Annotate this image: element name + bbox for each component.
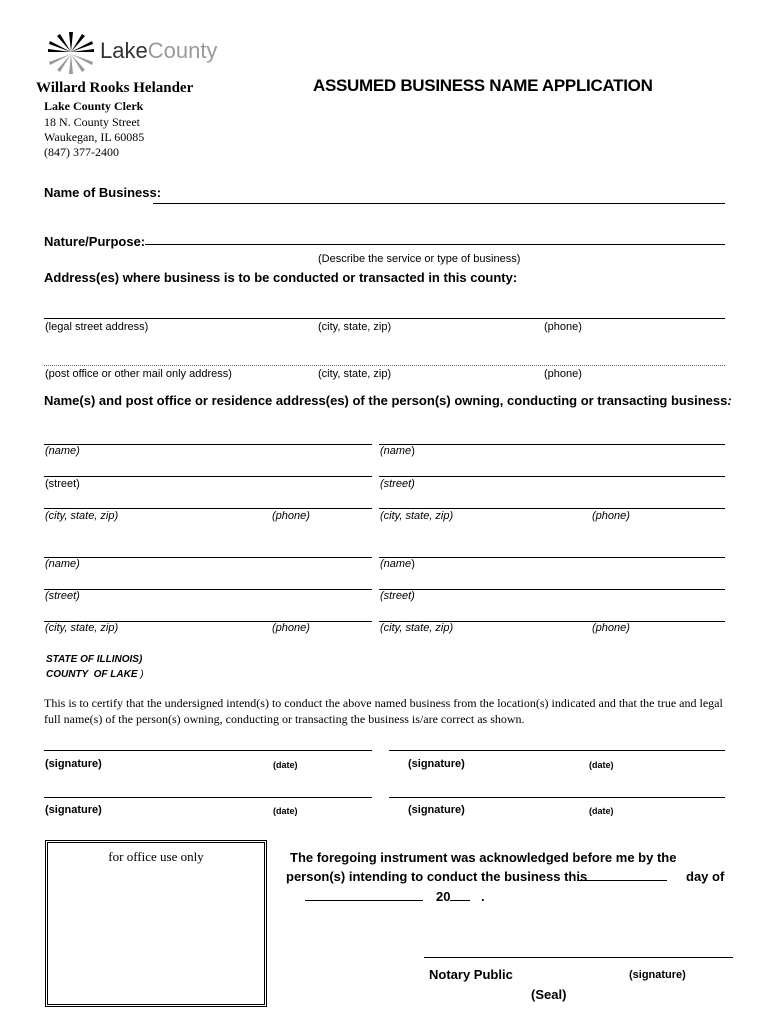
owner4-name-paren: ) (411, 558, 415, 570)
clerk-name: Willard Rooks Helander (36, 80, 194, 96)
starburst-logo-icon (46, 28, 96, 76)
owner1-city-line[interactable] (44, 508, 372, 509)
form-title: ASSUMED BUSINESS NAME APPLICATION (313, 76, 653, 95)
owner4-city-caption: (city, state, zip) (380, 622, 454, 634)
owner3-street-line[interactable] (44, 589, 372, 590)
address2-city-caption: (city, state, zip) (318, 368, 392, 380)
owner2-phone-caption: (phone) (592, 510, 630, 522)
nature-line[interactable] (145, 244, 725, 245)
business-name-label: Name of Business: (44, 185, 162, 200)
owner4-phone-caption: (phone) (592, 622, 630, 634)
po-address-line[interactable] (44, 365, 725, 366)
notary-signature-line[interactable] (424, 957, 733, 958)
signature4-line[interactable] (389, 797, 725, 798)
owner1-street-caption: (street) (45, 478, 80, 490)
notary-year: 20 (436, 889, 451, 904)
notary-seal-label: (Seal) (531, 987, 567, 1002)
signature3-line[interactable] (44, 797, 372, 798)
state-label: STATE OF ILLINOIS) (46, 654, 143, 665)
owner4-name-caption (380, 558, 415, 570)
owner4-street-line[interactable] (379, 589, 725, 590)
legal-street-caption: (legal street address) (45, 321, 149, 333)
notary-day-line[interactable] (577, 880, 667, 881)
owner1-street-line[interactable] (44, 476, 372, 477)
notary-year-line[interactable] (450, 900, 470, 901)
nature-hint: (Describe the service or type of business) (318, 253, 521, 265)
date1-caption: (date) (273, 760, 298, 770)
owner2-name-caption (380, 445, 415, 457)
owner2-city-line[interactable] (379, 508, 725, 509)
owners-heading-colon: : (727, 393, 732, 408)
owner4-street-caption: (street) (380, 590, 415, 602)
po-address-caption: (post office or other mail only address) (45, 368, 232, 380)
signature1-line[interactable] (44, 750, 372, 751)
owner2-name-line[interactable] (379, 444, 725, 445)
notary-public-label: Notary Public (429, 967, 513, 982)
owner2-street-line[interactable] (379, 476, 725, 477)
date3-caption: (date) (273, 806, 298, 816)
address2-phone-caption: (phone) (544, 368, 582, 380)
address1-city-caption: (city, state, zip) (318, 321, 392, 333)
owner1-name-line[interactable] (44, 444, 372, 445)
notary-line2: person(s) intending to conduct the business this (286, 869, 588, 884)
owner2-city-caption: (city, state, zip) (380, 510, 454, 522)
logo-text-lake: Lake (100, 38, 148, 63)
office-use-box (45, 840, 267, 1007)
owner2-street-caption: (street) (380, 478, 415, 490)
signature3-caption: (signature) (45, 804, 102, 816)
address-heading: Address(es) where business is to be conducted or transacted in this county: (44, 270, 518, 285)
owner2-name-paren: ) (411, 445, 415, 457)
county-label-paren: ) (140, 669, 144, 680)
notary-day-of: day of (686, 869, 725, 884)
owner1-city-caption: (city, state, zip) (45, 510, 119, 522)
lake-county-logo (46, 28, 216, 76)
owner3-phone-caption: (phone) (272, 622, 310, 634)
signature4-caption: (signature) (408, 804, 465, 816)
notary-month-line[interactable] (305, 900, 423, 901)
owner1-name-caption: (name) (45, 445, 80, 457)
signature2-caption: (signature) (408, 758, 465, 770)
signature1-caption: (signature) (45, 758, 102, 770)
address1-phone-caption: (phone) (544, 321, 582, 333)
notary-signature-caption: (signature) (629, 969, 686, 981)
notary-period: . (481, 889, 485, 904)
owners-heading (44, 393, 732, 408)
date4-caption: (date) (589, 806, 614, 816)
signature2-line[interactable] (389, 750, 725, 751)
clerk-phone: (847) 377-2400 (44, 145, 119, 159)
business-name-line[interactable] (153, 203, 725, 204)
owner3-city-caption: (city, state, zip) (45, 622, 119, 634)
owner4-name-line[interactable] (379, 557, 725, 558)
owner2-name-text: (name (380, 445, 412, 457)
owner3-street-caption: (street) (45, 590, 80, 602)
legal-address-line[interactable] (44, 318, 725, 319)
owner3-name-caption: (name) (45, 558, 80, 570)
certify-text: This is to certify that the undersigned intend(s) to conduct the above named business from the location(s) indicated and that the true and legal full name(s) of the person(s) owning, conducting or transacting the business is/are correct as shown. (44, 696, 723, 726)
clerk-title: Lake County Clerk (44, 99, 144, 113)
clerk-city: Waukegan, IL 60085 (44, 130, 145, 144)
owner1-phone-caption: (phone) (272, 510, 310, 522)
notary-line1: The foregoing instrument was acknowledged before me by the (290, 850, 677, 865)
owners-heading-text: Name(s) and post office or residence address(es) of the person(s) owning, conducting or transacting business (44, 393, 728, 408)
clerk-street: 18 N. County Street (44, 115, 140, 129)
logo-text-county: County (147, 38, 218, 63)
date2-caption: (date) (589, 760, 614, 770)
office-use-label: for office use only (108, 849, 204, 864)
owner3-name-line[interactable] (44, 557, 372, 558)
county-label (46, 669, 144, 680)
nature-label: Nature/Purpose: (44, 234, 146, 249)
owner4-name-text: (name (380, 558, 412, 570)
county-label-text: COUNTY OF LAKE (46, 669, 138, 680)
